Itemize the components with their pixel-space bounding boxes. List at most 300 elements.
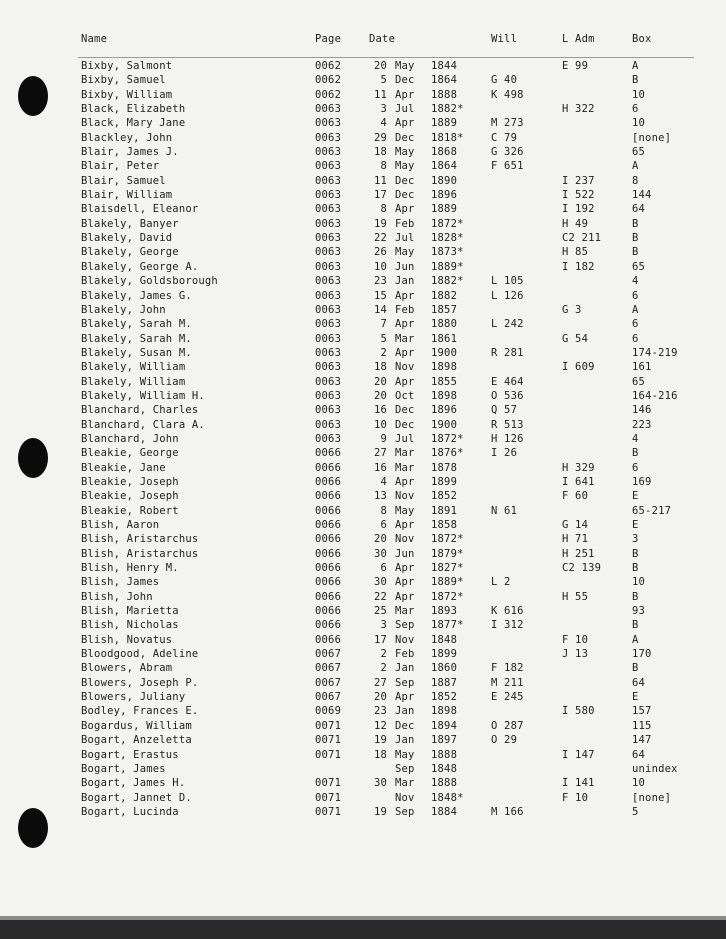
cell-name: Blish, Henry M. [81, 562, 179, 575]
cell-year: 1852 [431, 691, 458, 704]
cell-page: 0063 [315, 418, 342, 431]
cell-page: 0066 [315, 619, 342, 632]
cell-year: 1818* [431, 131, 464, 144]
cell-month: Apr [395, 88, 415, 101]
cell-will: L 2 [491, 576, 511, 589]
cell-year: 1876* [431, 447, 464, 460]
cell-box: 170 [632, 648, 652, 661]
cell-name: Blakely, George A. [81, 260, 199, 273]
table-row [0, 116, 726, 130]
cell-name: Blakely, Banyer [81, 217, 179, 230]
cell-day: 17 [373, 189, 387, 202]
cell-year: 1878 [431, 461, 458, 474]
table-row [0, 303, 726, 317]
cell-day: 11 [373, 88, 387, 101]
cell-day: 30 [373, 777, 387, 790]
cell-month: Apr [395, 117, 415, 130]
cell-will: M 211 [491, 676, 524, 689]
cell-year: 1873* [431, 246, 464, 259]
cell-day: 4 [380, 475, 387, 488]
cell-box: E [632, 691, 639, 704]
cell-day: 29 [373, 131, 387, 144]
cell-will: L 242 [491, 318, 524, 331]
cell-month: Jan [395, 705, 415, 718]
cell-year: 1882 [431, 289, 458, 302]
cell-page: 0063 [315, 103, 342, 116]
cell-page: 0067 [315, 691, 342, 704]
table-row [0, 475, 726, 489]
header-divider [78, 57, 694, 58]
cell-l-adm: C2 211 [562, 232, 602, 245]
cell-box: 161 [632, 361, 652, 374]
cell-will: I 312 [491, 619, 524, 632]
cell-box: B [632, 619, 639, 632]
cell-month: Apr [395, 346, 415, 359]
cell-day: 6 [380, 562, 387, 575]
cell-box: 93 [632, 605, 646, 618]
cell-page: 0063 [315, 318, 342, 331]
cell-name: Blair, Peter [81, 160, 160, 173]
cell-month: Jun [395, 260, 415, 273]
cell-name: Bleakie, Joseph [81, 490, 179, 503]
cell-name: Blakely, Susan M. [81, 346, 192, 359]
cell-page: 0066 [315, 475, 342, 488]
cell-day: 2 [380, 662, 387, 675]
cell-page: 0071 [315, 805, 342, 818]
cell-name: Bogardus, William [81, 719, 192, 732]
cell-day: 2 [380, 648, 387, 661]
cell-month: Jul [395, 232, 415, 245]
cell-l-adm: I 580 [562, 705, 595, 718]
cell-will: G 40 [491, 74, 518, 87]
cell-year: 1864 [431, 160, 458, 173]
cell-year: 1900 [431, 418, 458, 431]
cell-box: 10 [632, 576, 646, 589]
cell-year: 1864 [431, 74, 458, 87]
cell-box: 6 [632, 103, 639, 116]
cell-box: 10 [632, 777, 646, 790]
cell-name: Blowers, Joseph P. [81, 676, 199, 689]
cell-year: 1899 [431, 475, 458, 488]
table-row [0, 389, 726, 403]
cell-month: Dec [395, 404, 415, 417]
cell-page: 0063 [315, 117, 342, 130]
cell-month: Jan [395, 734, 415, 747]
cell-will: E 245 [491, 691, 524, 704]
cell-page: 0063 [315, 303, 342, 316]
cell-day: 20 [373, 389, 387, 402]
cell-day: 22 [373, 232, 387, 245]
cell-day: 19 [373, 217, 387, 230]
cell-box: 10 [632, 117, 646, 130]
cell-l-adm: H 49 [562, 217, 589, 230]
cell-will: M 273 [491, 117, 524, 130]
cell-year: 1848 [431, 762, 458, 775]
cell-name: Blair, Samuel [81, 174, 166, 187]
cell-box: [none] [632, 131, 672, 144]
cell-page: 0071 [315, 748, 342, 761]
cell-year: 1827* [431, 562, 464, 575]
cell-page: 0062 [315, 74, 342, 87]
cell-month: Dec [395, 189, 415, 202]
cell-year: 1898 [431, 361, 458, 374]
cell-month: Mar [395, 447, 415, 460]
cell-month: Apr [395, 289, 415, 302]
cell-page: 0063 [315, 260, 342, 273]
cell-month: Nov [395, 490, 415, 503]
cell-day: 3 [380, 103, 387, 116]
cell-year: 1893 [431, 605, 458, 618]
cell-day: 8 [380, 203, 387, 216]
table-row [0, 418, 726, 432]
cell-name: Bogart, James H. [81, 777, 186, 790]
cell-month: Jul [395, 103, 415, 116]
cell-year: 1898 [431, 705, 458, 718]
cell-year: 1891 [431, 504, 458, 517]
table-row [0, 360, 726, 374]
cell-l-adm: E 99 [562, 60, 589, 72]
cell-month: Apr [395, 318, 415, 331]
cell-box: 164-216 [632, 389, 678, 402]
cell-name: Blakely, Sarah M. [81, 332, 192, 345]
cell-l-adm: I 141 [562, 777, 595, 790]
cell-month: Dec [395, 74, 415, 87]
cell-page: 0066 [315, 533, 342, 546]
cell-month: Nov [395, 633, 415, 646]
cell-box: B [632, 217, 639, 230]
table-row [0, 131, 726, 145]
cell-page: 0066 [315, 490, 342, 503]
cell-box: A [632, 303, 639, 316]
cell-name: Blair, William [81, 189, 173, 202]
cell-day: 25 [373, 605, 387, 618]
cell-month: Nov [395, 361, 415, 374]
table-row [0, 532, 726, 546]
cell-page: 0063 [315, 404, 342, 417]
cell-page: 0071 [315, 734, 342, 747]
cell-box: 6 [632, 289, 639, 302]
table-row [0, 676, 726, 690]
cell-box: 146 [632, 404, 652, 417]
cell-box: 64 [632, 676, 646, 689]
cell-box: 147 [632, 734, 652, 747]
cell-box: 169 [632, 475, 652, 488]
table-row [0, 704, 726, 718]
cell-day: 27 [373, 447, 387, 460]
table-row [0, 489, 726, 503]
header-l-adm: L Adm [562, 33, 595, 45]
cell-name: Blanchard, John [81, 432, 179, 445]
header-will: Will [491, 33, 518, 45]
cell-day: 13 [373, 490, 387, 503]
cell-day: 27 [373, 676, 387, 689]
cell-name: Blakely, John [81, 303, 166, 316]
table-row [0, 733, 726, 747]
cell-month: May [395, 504, 415, 517]
table-row [0, 403, 726, 417]
cell-name: Blish, Aristarchus [81, 547, 199, 560]
cell-year: 1897 [431, 734, 458, 747]
cell-name: Blakely, Sarah M. [81, 318, 192, 331]
cell-month: Jan [395, 662, 415, 675]
cell-month: Mar [395, 605, 415, 618]
cell-box: 64 [632, 748, 646, 761]
cell-month: Apr [395, 375, 415, 388]
cell-page: 0062 [315, 60, 342, 72]
cell-month: May [395, 60, 415, 72]
cell-year: 1887 [431, 676, 458, 689]
cell-day: 4 [380, 117, 387, 130]
cell-l-adm: I 147 [562, 748, 595, 761]
table-row [0, 145, 726, 159]
cell-name: Blakely, James G. [81, 289, 192, 302]
table-row [0, 618, 726, 632]
cell-box: 4 [632, 275, 639, 288]
cell-day: 8 [380, 504, 387, 517]
cell-day: 22 [373, 590, 387, 603]
cell-month: Dec [395, 131, 415, 144]
cell-box: B [632, 232, 639, 245]
cell-will: F 182 [491, 662, 524, 675]
cell-year: 1894 [431, 719, 458, 732]
cell-month: May [395, 160, 415, 173]
cell-name: Blish, Novatus [81, 633, 173, 646]
cell-box: 65 [632, 375, 646, 388]
table-row [0, 633, 726, 647]
table-row [0, 575, 726, 589]
cell-box: 115 [632, 719, 652, 732]
cell-year: 1844 [431, 60, 458, 72]
table-row [0, 88, 726, 102]
cell-l-adm: J 13 [562, 648, 589, 661]
cell-l-adm: F 10 [562, 791, 589, 804]
cell-day: 15 [373, 289, 387, 302]
cell-name: Blish, Marietta [81, 605, 179, 618]
cell-day: 20 [373, 60, 387, 72]
table-row [0, 375, 726, 389]
cell-day: 9 [380, 432, 387, 445]
cell-month: Feb [395, 217, 415, 230]
cell-month: Sep [395, 619, 415, 632]
cell-page: 0071 [315, 719, 342, 732]
cell-will: O 287 [491, 719, 524, 732]
cell-day: 6 [380, 519, 387, 531]
cell-year: 1889* [431, 576, 464, 589]
table-row [0, 73, 726, 87]
cell-month: Mar [395, 332, 415, 345]
cell-month: May [395, 146, 415, 159]
cell-name: Bogart, Erastus [81, 748, 179, 761]
cell-day: 14 [373, 303, 387, 316]
cell-day: 18 [373, 748, 387, 761]
table-row [0, 202, 726, 216]
cell-name: Blakely, Goldsborough [81, 275, 218, 288]
cell-page: 0063 [315, 389, 342, 402]
cell-page: 0067 [315, 676, 342, 689]
cell-name: Bogart, James [81, 762, 166, 775]
cell-box: 3 [632, 533, 639, 546]
table-row [0, 159, 726, 173]
table-row [0, 762, 726, 776]
cell-month: Apr [395, 576, 415, 589]
cell-will: M 166 [491, 805, 524, 818]
cell-year: 1882* [431, 275, 464, 288]
cell-will: L 126 [491, 289, 524, 302]
cell-box: 157 [632, 705, 652, 718]
cell-year: 1872* [431, 590, 464, 603]
table-row [0, 231, 726, 245]
cell-will: O 29 [491, 734, 518, 747]
cell-will: H 126 [491, 432, 524, 445]
cell-box: 65 [632, 260, 646, 273]
cell-day: 19 [373, 805, 387, 818]
cell-name: Blish, Aristarchus [81, 533, 199, 546]
cell-day: 19 [373, 734, 387, 747]
cell-name: Blair, James J. [81, 146, 179, 159]
cell-name: Bixby, William [81, 88, 173, 101]
column-header-row [0, 33, 726, 47]
table-row [0, 289, 726, 303]
cell-day: 30 [373, 576, 387, 589]
cell-month: Apr [395, 562, 415, 575]
cell-year: 1888 [431, 748, 458, 761]
cell-year: 1872* [431, 432, 464, 445]
table-row [0, 590, 726, 604]
table-row [0, 547, 726, 561]
cell-day: 20 [373, 533, 387, 546]
cell-box: 4 [632, 432, 639, 445]
cell-name: Blish, Nicholas [81, 619, 179, 632]
cell-l-adm: I 192 [562, 203, 595, 216]
cell-name: Blowers, Juliany [81, 691, 186, 704]
cell-name: Bixby, Samuel [81, 74, 166, 87]
cell-name: Blakely, William [81, 375, 186, 388]
cell-day: 2 [380, 346, 387, 359]
cell-box: 6 [632, 461, 639, 474]
cell-l-adm: G 14 [562, 519, 589, 531]
cell-year: 1872* [431, 217, 464, 230]
cell-day: 18 [373, 146, 387, 159]
cell-page: 0066 [315, 562, 342, 575]
cell-year: 1888 [431, 777, 458, 790]
cell-month: Sep [395, 762, 415, 775]
cell-l-adm: H 85 [562, 246, 589, 259]
cell-box: B [632, 590, 639, 603]
cell-box: unindex [632, 762, 678, 775]
cell-page: 0062 [315, 88, 342, 101]
cell-will: E 464 [491, 375, 524, 388]
cell-name: Bogart, Lucinda [81, 805, 179, 818]
cell-month: Dec [395, 418, 415, 431]
cell-page: 0063 [315, 275, 342, 288]
cell-will: G 326 [491, 146, 524, 159]
cell-will: R 513 [491, 418, 524, 431]
cell-name: Bloodgood, Adeline [81, 648, 199, 661]
cell-name: Blakely, William [81, 361, 186, 374]
cell-page: 0063 [315, 432, 342, 445]
cell-year: 1828* [431, 232, 464, 245]
cell-day: 5 [380, 332, 387, 345]
cell-month: Dec [395, 174, 415, 187]
table-row [0, 604, 726, 618]
scan-bottom-edge [0, 920, 726, 939]
cell-year: 1889 [431, 203, 458, 216]
cell-year: 1882* [431, 103, 464, 116]
cell-year: 1872* [431, 533, 464, 546]
cell-box: 64 [632, 203, 646, 216]
table-row [0, 317, 726, 331]
cell-name: Blakely, William H. [81, 389, 205, 402]
cell-year: 1858 [431, 519, 458, 531]
table-row [0, 461, 726, 475]
cell-l-adm: H 71 [562, 533, 589, 546]
cell-day: 23 [373, 275, 387, 288]
cell-page: 0071 [315, 777, 342, 790]
cell-day: 20 [373, 691, 387, 704]
table-row [0, 446, 726, 460]
cell-month: Mar [395, 461, 415, 474]
cell-page: 0063 [315, 361, 342, 374]
cell-will: I 26 [491, 447, 518, 460]
table-row [0, 791, 726, 805]
cell-name: Bleakie, George [81, 447, 179, 460]
cell-year: 1900 [431, 346, 458, 359]
cell-l-adm: H 55 [562, 590, 589, 603]
cell-month: May [395, 246, 415, 259]
cell-day: 8 [380, 160, 387, 173]
table-row [0, 245, 726, 259]
cell-page: 0063 [315, 246, 342, 259]
cell-day: 23 [373, 705, 387, 718]
cell-year: 1899 [431, 648, 458, 661]
cell-box: 174-219 [632, 346, 678, 359]
cell-month: Sep [395, 676, 415, 689]
cell-year: 1890 [431, 174, 458, 187]
table-row [0, 332, 726, 346]
cell-day: 20 [373, 375, 387, 388]
cell-page: 0063 [315, 146, 342, 159]
cell-will: K 616 [491, 605, 524, 618]
cell-l-adm: I 182 [562, 260, 595, 273]
cell-box: B [632, 562, 639, 575]
table-row [0, 102, 726, 116]
cell-name: Bixby, Salmont [81, 60, 173, 72]
cell-name: Blackley, John [81, 131, 173, 144]
header-box: Box [632, 33, 652, 45]
table-row [0, 432, 726, 446]
cell-year: 1896 [431, 404, 458, 417]
cell-name: Blanchard, Charles [81, 404, 199, 417]
cell-year: 1857 [431, 303, 458, 316]
cell-page: 0066 [315, 576, 342, 589]
cell-month: Feb [395, 648, 415, 661]
cell-page: 0063 [315, 346, 342, 359]
cell-box: B [632, 74, 639, 87]
cell-box: 6 [632, 332, 639, 345]
cell-l-adm: F 60 [562, 490, 589, 503]
cell-name: Bogart, Jannet D. [81, 791, 192, 804]
cell-box: 65 [632, 146, 646, 159]
cell-year: 1898 [431, 389, 458, 402]
cell-name: Bleakie, Joseph [81, 475, 179, 488]
cell-box: 65-217 [632, 504, 672, 517]
cell-year: 1861 [431, 332, 458, 345]
table-row [0, 274, 726, 288]
cell-year: 1888 [431, 88, 458, 101]
cell-name: Blowers, Abram [81, 662, 173, 675]
header-date: Date [369, 33, 396, 45]
table-row [0, 260, 726, 274]
